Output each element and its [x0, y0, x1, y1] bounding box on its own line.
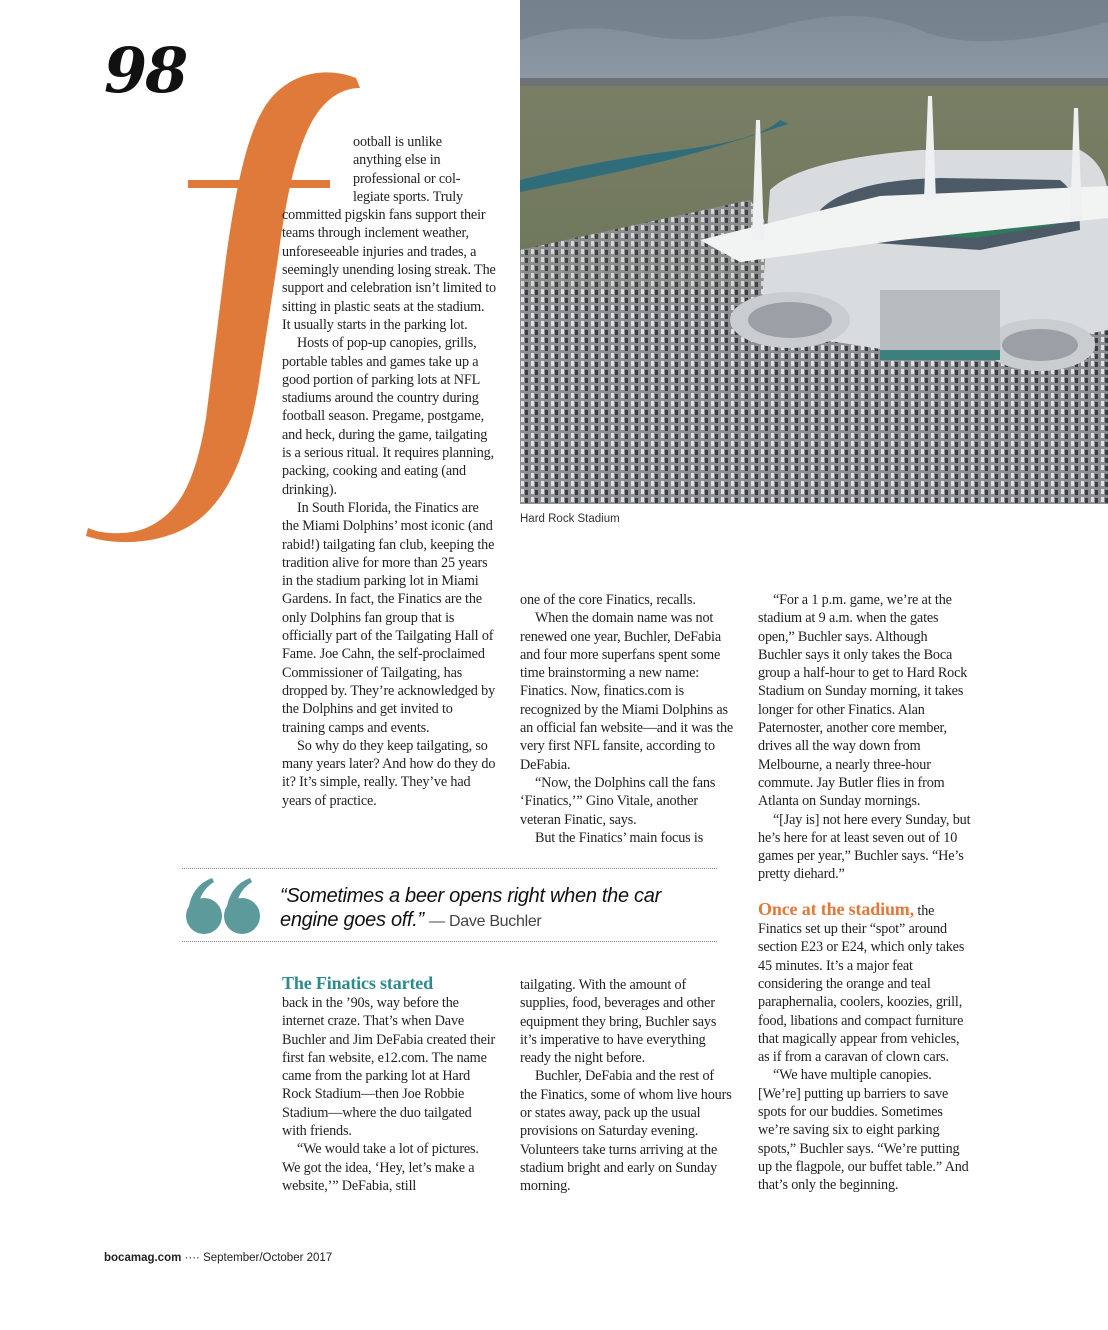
paragraph: back in the ’90s, way before the internet craze. That’s when Dave Buchler and Jim DeFabia created their first fan website, e12.com. The name came from the parking lot at Hard Rock Stadium—then Joe Robbie Stadium—where the duo tailgated with friends. [282, 995, 496, 1140]
footer-site: bocamag.com [104, 1252, 182, 1264]
paragraph: committed pigskin fans support their teams through inclement weather, unforeseeable injuries and trades, a seemingly unending losing streak. The support and celebration isn’t limited to sitting in plastic seats at the stadium. It usually starts in the parking lot. [282, 207, 496, 333]
subhead-once-at-stadium: Once at the stadium, [758, 898, 914, 919]
first-line-3: professional or col- [353, 170, 461, 187]
pullquote-rule-top [182, 868, 717, 869]
paragraph: So why do they keep tailgating, so many years later? And how do they do it? It’s simple, really. They’ve had years of practice. [282, 737, 496, 809]
paragraph-text: the Finatics set up their “spot” around section E23 or E24, which only takes 45 minutes. It’s a major feat considering the orange and teal paraphernalia, coolers, koozies, grill, food, libations and compact furniture that magically appear from vehicles, as if from a caravan of clown cars. [758, 902, 965, 1066]
pullquote [280, 884, 720, 934]
column-1-top [282, 133, 496, 810]
pullquote-text: “Sometimes a beer opens right when the car engine goes off.” [280, 885, 661, 931]
paragraph: “For a 1 p.m. game, we’re at the stadium at 9 a.m. when the gates open,” Buchler says. Although Buchler says it only takes the Boca group a half-hour to get to Hard Rock Stadium on Sunday morning, it takes longer for other Finatics. Alan Paternoster, another core member, drives all the way down from Melbourne, a nearly three-hour commute. Jay Butler flies in from Atlanta on Sunday mornings. [758, 592, 968, 810]
column-2-bottom [520, 976, 734, 1196]
paragraph: one of the core Finatics, recalls. [520, 592, 696, 608]
first-line-2: anything else in [353, 152, 441, 169]
pullquote-attribution: — Dave Buchler [429, 913, 542, 930]
paragraph: Buchler, DeFabia and the rest of the Finatics, some of whom live hours or states away, pack up the usual provisions on Saturday evening. Volunteers take turns arriving at the stadium bright and early on Sunday morning. [520, 1068, 732, 1195]
column-2-top [520, 591, 734, 847]
paragraph: When the domain name was not renewed one year, Buchler, DeFabia and four more superfans spent some time brainstorming a new name: Finatics. Now, finatics.com is recognized by the Miami Dolphins as an official fan website—and it was the very first NFL fansite, according to DeFabia. [520, 610, 734, 773]
footer [104, 1252, 332, 1264]
paragraph: “Now, the Dolphins call the fans ‘Finatics,’” Gino Vitale, another veteran Finatic, says. [520, 774, 716, 828]
paragraph: In South Florida, the Finatics are the Miami Dolphins’ most iconic (and rabid!) tailgating fan club, keeping the tradition alive for more than 25 years in the stadium parking lot in Miami Gardens. In fact, the Finatics are the only Dolphins fan group that is officially part of the Tailgating Hall of Fame. Joe Cahn, the self-proclaimed Commissioner of Tailgating, has dropped by. They’re acknowledged by the Dolphins and get invited to training camps and events. [282, 499, 496, 736]
page-number: 98 [104, 34, 187, 107]
footer-issue: September/October 2017 [203, 1252, 333, 1264]
column-1-bottom [282, 972, 496, 1195]
column-3 [758, 591, 974, 1195]
paragraph: But the Finatics’ main focus is [535, 829, 704, 846]
paragraph: “[Jay is] not here every Sunday, but he’s here for at least seven out of 10 games per year,” Buchler says. “He’s pretty diehard.” [758, 811, 971, 883]
paragraph: Hosts of pop-up canopies, grills, portable tables and games take up a good portion of parking lots at NFL stadiums around the country during football season. Pregame, postgame, and heck, during the game, tailgating is a serious ritual. It requires planning, packing, cooking and eating (and drinking). [282, 335, 494, 498]
first-line-4: legiate sports. Truly [353, 188, 463, 205]
subhead-finatics-started: The Finatics started [282, 973, 433, 993]
paragraph [758, 898, 974, 1067]
stadium-photo [520, 0, 1108, 504]
quote-mark-icon [184, 872, 264, 936]
first-line-1: ootball is unlike [353, 134, 442, 150]
paragraph: tailgating. With the amount of supplies, food, beverages and other equipment they bring, Buchler says it’s imperative to have everything ready the night before. [520, 977, 717, 1067]
pullquote-rule-bottom [182, 941, 717, 942]
paragraph: “We would take a lot of pictures. We got the idea, ‘Hey, let’s make a website,’” DeFabia, still [282, 1141, 479, 1194]
photo-caption: Hard Rock Stadium [520, 513, 620, 525]
footer-separator: ···· [184, 1252, 200, 1264]
paragraph: “We have multiple canopies. [We’re] putting up barriers to save spots for our buddies. Sometimes we’re saving six to eight parking spots,” Buchler says. “We’re putting up the flagpole, our buffet table.” And that’s only the beginning. [758, 1067, 969, 1194]
